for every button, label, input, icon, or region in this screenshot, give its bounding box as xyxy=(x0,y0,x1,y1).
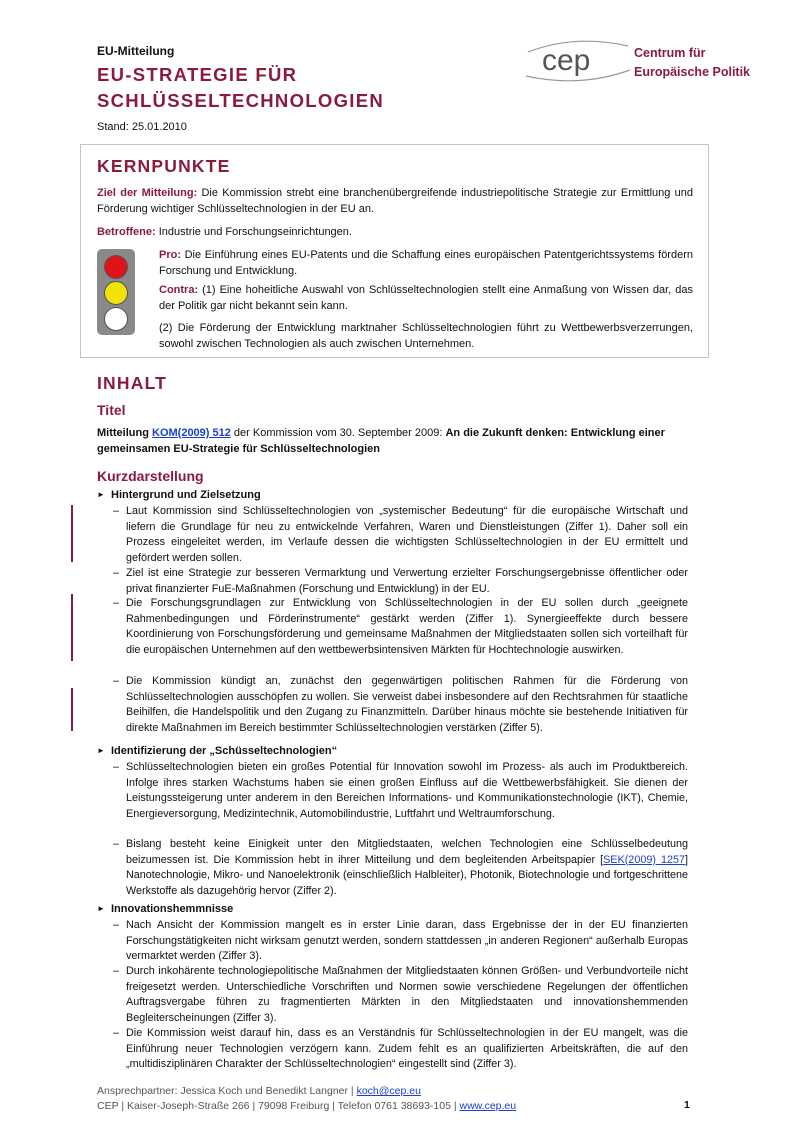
page-number: 1 xyxy=(684,1099,690,1111)
footer-contact xyxy=(97,1084,516,1099)
list-item-text: Die Forschungsgrundlagen zur Entwicklung von Schlüsseltechnologien in der EU sollen durch „geeignete Rahmenbedingungen und Förderinstrumente“ gestärkt werden (Ziffer 1). Synergieeffekte durch bessere Koordinierung von Forschungsförderung und gemeinsame Maßnahmen der Mitgliedstaaten sollen sich vorteilhaft für die europäischen Unternehmen auf den wettbewerbsintensiven Märkten für Hochtechnologie auswirken. xyxy=(126,597,688,656)
list-item-text-1: Bislang besteht keine Einigkeit unter den Mitgliedstaaten, welchen Technologien eine Schlüsselbedeutung beizumessen ist. Die Kommission hebt in ihrer Mitteilung und dem begleitenden Arbeitspapier [ xyxy=(126,838,688,866)
triangle-bullet-icon: ► xyxy=(97,490,105,499)
logo-name-line-2: Europäische Politik xyxy=(634,65,751,79)
kurzdarstellung-heading: Kurzdarstellung xyxy=(97,468,204,484)
list-item-text-2: ] Nanotechnologie, Mikro- und Nanoelektronik (einschließlich Halbleiter), Photonik, Biotechnologie und fortgeschrittene Werkstoffe als dazugehörig hervor (Ziffer 2). xyxy=(126,853,688,897)
titel-heading: Titel xyxy=(97,402,126,418)
document-date: Stand: 25.01.2010 xyxy=(97,121,187,133)
contra-label: Contra: xyxy=(159,284,199,296)
pro-paragraph xyxy=(159,247,693,279)
list-item-text: Die Kommission weist darauf hin, dass es an Verständnis für Schlüsseltechnologien in der EU mangelt, was die Einführung neuer Technologien verzögern kann. Zudem fehlt es an qualifizierten Arbeitskräften, die auf den „multidisziplinären Charakter der Schlüsseltechnologien“ eingestellt sind (Ziffer 3). xyxy=(126,1027,688,1071)
dash-bullet-icon: – xyxy=(113,567,120,579)
traffic-light-red xyxy=(104,255,128,279)
dash-bullet-icon: – xyxy=(113,505,120,517)
triangle-bullet-icon: ► xyxy=(97,746,105,755)
list-item-text: Ziel ist eine Strategie zur besseren Vermarktung und Verwertung erzielter Forschungsergebnisse öffentlicher oder privat finanzierter FuE-Maßnahmen (Forschung und Entwicklung) in der EU. xyxy=(126,567,688,595)
kernpunkte-box xyxy=(80,144,709,358)
dash-bullet-icon: – xyxy=(113,675,120,687)
dash-bullet-icon: – xyxy=(113,965,120,977)
document-type: EU-Mitteilung xyxy=(97,44,175,58)
margin-marker xyxy=(71,505,73,562)
list-item-text: Nach Ansicht der Kommission mangelt es in erster Linie daran, dass Ergebnisse der in der EU finanzierten Forschungstätigkeiten nicht wirksam genutzt werden, sondern stattdessen „in anderen Regionen“ außerhalb Europas vermarktet werden (Ziffer 3). xyxy=(126,919,688,963)
list-item xyxy=(113,760,688,822)
section-heading-text: Identifizierung der „Schüsseltechnologien“ xyxy=(111,745,338,757)
triangle-bullet-icon: ► xyxy=(97,904,105,913)
list-item xyxy=(113,964,688,1026)
footer-address xyxy=(97,1099,516,1114)
footer-contact-text: Ansprechpartner: Jessica Koch und Benedikt Langner | xyxy=(97,1085,357,1097)
pro-label: Pro: xyxy=(159,249,181,261)
list-item-text: Durch inkohärente technologiepolitische Maßnahmen der Mitgliedstaaten können Größen- und Verbundvorteile nicht freigesetzt werden. Unterschiedliche Vorschriften und Normen sowie verschiedene Regelungen der öffentlichen Auftragsvergabe führen zu fragmentierten Märkten in den Mitgliedstaaten und innovationshemmenden Begleiterscheinungen (Ziffer 3). xyxy=(126,965,688,1024)
dash-bullet-icon: – xyxy=(113,761,120,773)
ziel-label: Ziel der Mitteilung: xyxy=(97,187,198,199)
title-line-2: SCHLÜSSELTECHNOLOGIEN xyxy=(97,90,384,111)
betroffene-paragraph xyxy=(97,224,693,240)
margin-marker xyxy=(71,594,73,661)
section-heading-hintergrund xyxy=(97,489,261,501)
titel-prefix: Mitteilung xyxy=(97,427,152,439)
website-link[interactable]: www.cep.eu xyxy=(459,1100,517,1112)
dash-bullet-icon: – xyxy=(113,919,120,931)
contra2-paragraph: (2) Die Förderung der Entwicklung marktnaher Schlüsseltechnologien führt zu Wettbewerbsverzerrungen, sowohl zwischen Technologien als auch zwischen Unternehmen. xyxy=(159,322,693,350)
list-item xyxy=(113,674,688,736)
list-item xyxy=(113,837,688,899)
traffic-light-yellow xyxy=(104,281,128,305)
email-link[interactable]: koch@cep.eu xyxy=(356,1085,421,1097)
kom-link[interactable]: KOM(2009) 512 xyxy=(152,427,231,439)
logo-name-line-1: Centrum für xyxy=(634,46,706,60)
contra-paragraph xyxy=(159,282,693,314)
betroffene-label: Betroffene: xyxy=(97,226,156,238)
pro-text: Die Einführung eines EU-Patents und die Schaffung eines europäischen Patentgerichtssystems fördern Forschung und Entwicklung. xyxy=(159,249,693,277)
footer xyxy=(97,1084,516,1114)
document-title xyxy=(97,62,384,114)
contra-text: (1) Eine hoheitliche Auswahl von Schlüsseltechnologien stellt eine Anmaßung von Wissen dar, das der Politik gar nicht bekannt sein kann. xyxy=(159,284,693,312)
logo-mark: cep xyxy=(542,44,591,77)
dash-bullet-icon: – xyxy=(113,838,120,850)
list-item xyxy=(113,918,688,965)
traffic-light-white xyxy=(104,307,128,331)
ziel-paragraph xyxy=(97,185,693,217)
section-heading-text: Hintergrund und Zielsetzung xyxy=(111,489,261,501)
titel-paragraph xyxy=(97,425,687,457)
inhalt-title: INHALT xyxy=(97,373,168,393)
list-item-text: Laut Kommission sind Schlüsseltechnologien von „systemischer Bedeutung“ für die europäische Wirtschaft und liefern die Grundlage für neu zu entwickelnde Verfahren, Waren und Dienstleistungen (Ziffer 1). Daher soll ein Prozess eingeleitet werden, im Verlaufe dessen die wichtigsten Schlüsseltechnologien in der EU ermittelt und gefördert werden sollen. xyxy=(126,505,688,564)
section-heading-identifizierung xyxy=(97,745,337,757)
list-item xyxy=(113,566,688,597)
ziel-text: Die Kommission strebt eine branchenübergreifende industriepolitische Strategie zur Ermittlung und Förderung wichtiger Schlüsseltechnologien in der EU an. xyxy=(97,187,693,215)
traffic-light-icon xyxy=(97,249,135,335)
list-item xyxy=(113,504,688,566)
betroffene-text: Industrie und Forschungseinrichtungen. xyxy=(158,226,352,238)
list-item xyxy=(113,596,688,658)
section-heading-innovationshemmnisse xyxy=(97,903,233,915)
title-line-1: EU-STRATEGIE FÜR xyxy=(97,64,298,85)
list-item xyxy=(113,1026,688,1073)
dash-bullet-icon: – xyxy=(113,1027,120,1039)
footer-address-text: CEP | Kaiser-Joseph-Straße 266 | 79098 Freiburg | Telefon 0761 38693-105 | xyxy=(97,1100,460,1112)
dash-bullet-icon: – xyxy=(113,597,120,609)
list-item-text: Die Kommission kündigt an, zunächst den gegenwärtigen politischen Rahmen für die Förderung von Schlüsseltechnologien ausschöpfen zu wollen. Sie verweist dabei insbesondere auf den Rechtsrahmen für staatliche Beihilfen, die Handelspolitik und den Zugang zu Finanzmitteln. Darüber hinaus möchte sie bestehende Initiativen für direkte Maßnahmen im Bereich bestimmter Schlüsseltechnologien verstärken (Ziffer 5). xyxy=(126,675,688,734)
sek-link[interactable]: SEK(2009) 1257 xyxy=(603,853,685,866)
section-heading-text: Innovationshemmnisse xyxy=(111,903,234,915)
list-item-text: Schlüsseltechnologien bieten ein großes Potential für Innovation sowohl im Prozess- als auch im Produktbereich. Infolge ihres starken Wachstums haben sie einen großen Einfluss auf die Wettbewerbsfähigkeit. Sie dienen der Leistungssteigerung unter anderem in den Bereichen Informations- und Kommunikationstechnologie (IKT), Chemie, Energieversorgung, Medizintechnik, Automobilindustrie, Luftfahrt und Weltraumforschung. xyxy=(126,761,688,820)
kernpunkte-title: KERNPUNKTE xyxy=(97,156,231,176)
titel-bold: An die Zukunft denken: Entwicklung einer gemeinsamen EU-Strategie für Schlüsseltechnologien xyxy=(97,427,665,455)
titel-mid: der Kommission vom 30. September 2009: xyxy=(230,427,446,439)
logo-name xyxy=(634,44,750,82)
margin-marker xyxy=(71,688,73,731)
